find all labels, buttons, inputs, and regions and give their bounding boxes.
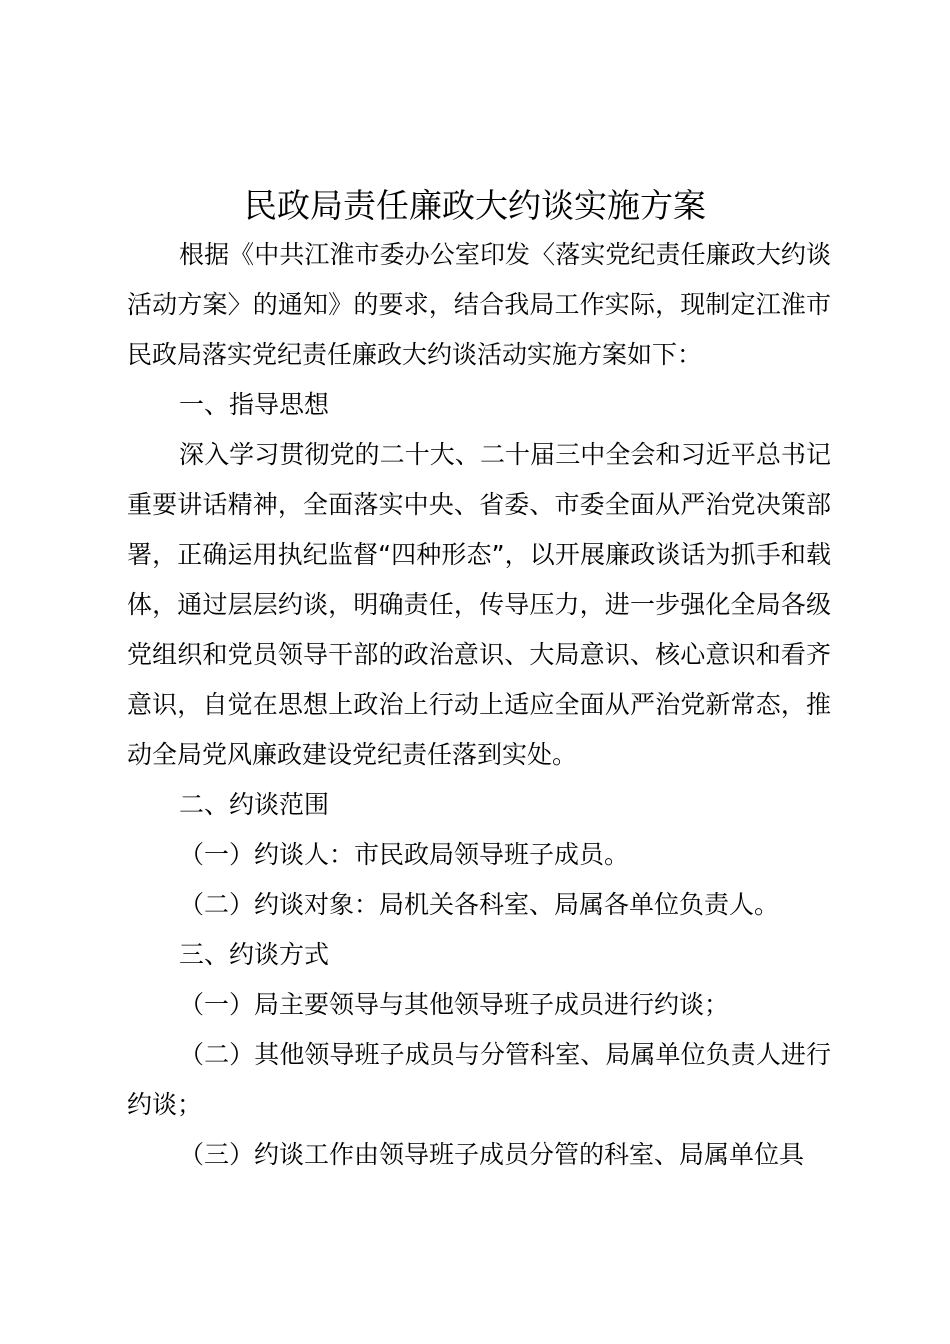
method-item-2: （二）其他领导班子成员与分管科室、局属单位负责人进行约谈； bbox=[127, 1040, 831, 1119]
method-item-3: （三）约谈工作由领导班子成员分管的科室、局属单位具 bbox=[179, 1140, 805, 1169]
intro-paragraph: 根据《中共江淮市委办公室印发〈落实党纪责任廉政大约谈活动方案〉的通知》的要求，结合我局工作实际，现制定江淮市民政局落实党纪责任廉政大约谈活动实施方案如下： bbox=[127, 240, 831, 369]
scope-item-2: （二）约谈对象：局机关各科室、局属各单位负责人。 bbox=[179, 890, 780, 919]
section-heading-method: 三、约谈方式 bbox=[179, 940, 330, 969]
document-body bbox=[127, 230, 831, 1180]
section-heading-scope: 二、约谈范围 bbox=[179, 790, 330, 819]
document-title: 民政局责任廉政大约谈实施方案 bbox=[244, 186, 706, 225]
scope-item-1: （一）约谈人：市民政局领导班子成员。 bbox=[179, 840, 630, 869]
guiding-ideology-paragraph: 深入学习贯彻党的二十大、二十届三中全会和习近平总书记重要讲话精神，全面落实中央、省委、市委全面从严治党决策部署，正确运用执纪监督“四种形态”，以开展廉政谈话为抓手和载体，通过层层约谈，明确责任，传导压力，进一步强化全局各级党组织和党员领导干部的政治意识、大局意识、核心意识和看齐意识，自觉在思想上政治上行动上适应全面从严治党新常态，推动全局党风廉政建设党纪责任落到实处。 bbox=[127, 440, 831, 769]
section-heading-guiding-ideology: 一、指导思想 bbox=[179, 390, 330, 419]
method-item-1: （一）局主要领导与其他领导班子成员进行约谈； bbox=[179, 990, 730, 1019]
